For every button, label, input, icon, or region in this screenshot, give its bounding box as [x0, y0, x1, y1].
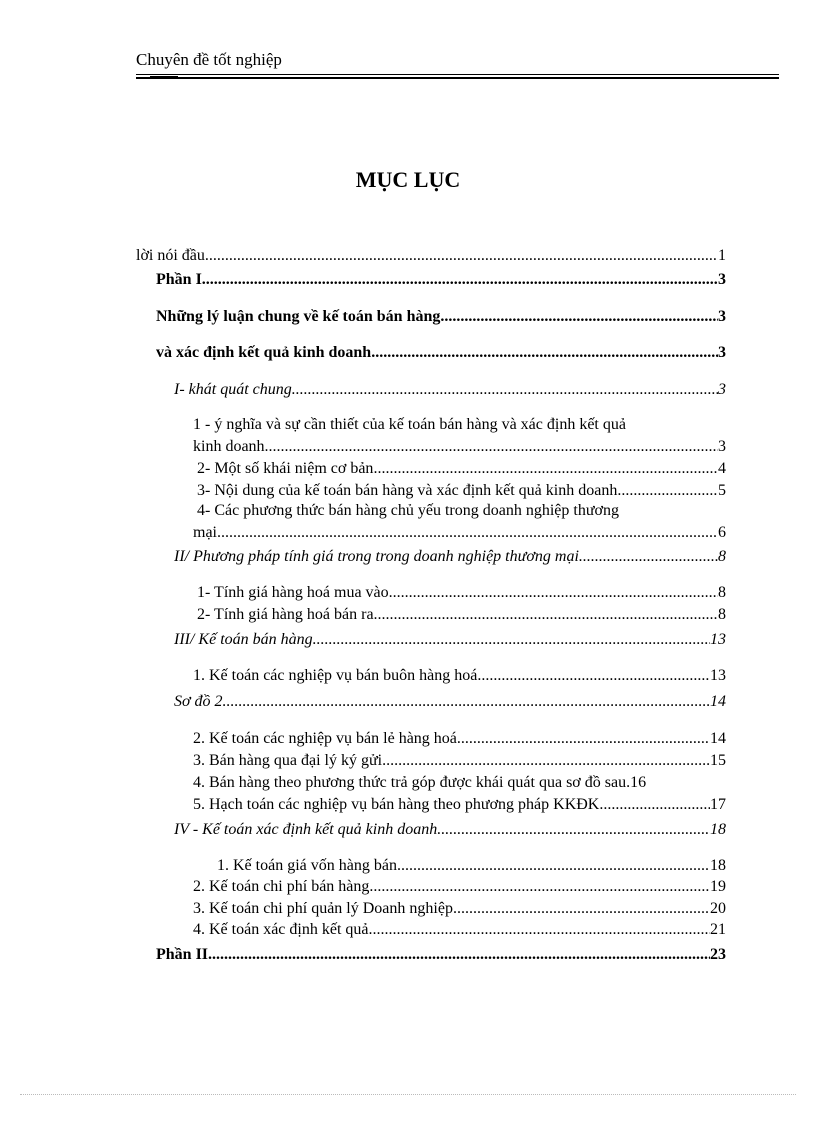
- dot-leader: [617, 481, 718, 501]
- dot-leader: [221, 523, 718, 543]
- toc-entry-4-3[interactable]: 3. Kế toán chi phí quản lý Doanh nghiệp. ..... 20: [193, 899, 726, 919]
- toc-entry-1-1-line1[interactable]: 1 - ý nghĩa và sự cần thiết của kế toán bán hàng và xác định kết quả: [193, 416, 626, 433]
- toc-entry-1-4-line1[interactable]: 4- Các phương thức bán hàng chủ yếu trong doanh nghiệp thương: [197, 502, 619, 519]
- dot-leader: [437, 820, 710, 840]
- dot-leader: [397, 856, 710, 876]
- page-title: MỤC LỤC: [355, 167, 461, 192]
- dot-leader: [386, 751, 710, 771]
- dot-leader: [369, 877, 710, 897]
- toc-entry-3-5[interactable]: 5. Hạch toán các nghiệp vụ bán hàng theo phương pháp KKĐK. ..... 17: [193, 795, 726, 815]
- dot-leader: [378, 605, 718, 625]
- toc-entry-section-1[interactable]: I- khát quát chung. ..... 3: [174, 380, 726, 400]
- toc-entry-phan-1[interactable]: Phần I ..... 3: [156, 270, 726, 290]
- toc-entry-ly-luan-chung[interactable]: Những lý luận chung về kế toán bán hàng ..... 3: [156, 307, 726, 327]
- dot-leader: [603, 795, 710, 815]
- toc-entry-1-3[interactable]: 3- Nội dung của kế toán bán hàng và xác định kết quả kinh doanh ..... 5: [197, 481, 726, 501]
- toc-entry-loi-noi-dau[interactable]: lời nói đầu ..... 1: [136, 246, 726, 266]
- toc-entry-2-1[interactable]: 1- Tính giá hàng hoá mua vào ..... 8: [197, 583, 726, 603]
- dot-leader: [477, 666, 710, 686]
- toc-entry-3-3[interactable]: 3. Bán hàng qua đại lý ký gửi. ..... 15: [193, 751, 726, 771]
- toc-entry-section-2[interactable]: II/ Phương pháp tính giá trong trong doanh nghiệp thương mại. ..... 8: [174, 547, 726, 567]
- toc-entry-so-do-2[interactable]: Sơ đồ 2 ..... 14: [174, 692, 726, 712]
- dot-leader: [583, 547, 718, 567]
- dot-leader: [313, 630, 710, 650]
- toc-entry-4-1[interactable]: 1. Kế toán giá vốn hàng bán ..... 18: [217, 856, 726, 876]
- dot-leader: [223, 692, 710, 712]
- toc-entry-3-1[interactable]: 1. Kế toán các nghiệp vụ bán buôn hàng hoá ..... 13: [193, 666, 726, 686]
- dot-leader: [457, 899, 710, 919]
- footer-dotted-border: [20, 1094, 796, 1095]
- toc-entry-4-4[interactable]: 4. Kế toán xác định kết quả ..... 21: [193, 920, 726, 940]
- toc-entry-xac-dinh-ket-qua[interactable]: và xác định kết quả kinh doanh ..... 3: [156, 343, 726, 363]
- toc-entry-1-4-line2[interactable]: mại. ..... 6: [193, 523, 726, 543]
- toc-entry-4-2[interactable]: 2. Kế toán chi phí bán hàng ..... 19: [193, 877, 726, 897]
- header-rule-thin: [136, 74, 779, 75]
- dot-leader: [265, 437, 718, 457]
- toc-entry-1-1-line2[interactable]: kinh doanh ..... 3: [193, 437, 726, 457]
- toc-entry-1-2[interactable]: 2- Một số khái niệm cơ bản ..... 4: [197, 459, 726, 479]
- toc-entry-section-3[interactable]: III/ Kế toán bán hàng ..... 13: [174, 630, 726, 650]
- dot-leader: [296, 380, 718, 400]
- toc-entry-2-2[interactable]: 2- Tính giá hàng hoá bán ra. ..... 8: [197, 605, 726, 625]
- toc-entry-phan-2[interactable]: Phần II ..... 23: [156, 945, 726, 965]
- dot-leader: [371, 343, 718, 363]
- dot-leader: [208, 945, 710, 965]
- dot-leader: [205, 246, 718, 266]
- dot-leader: [373, 459, 718, 479]
- header-rule-thick: [136, 77, 779, 79]
- dot-leader: [369, 920, 711, 940]
- dot-leader: [457, 729, 710, 749]
- toc-entry-section-4[interactable]: IV - Kế toán xác định kết quả kinh doanh ..... 18: [174, 820, 726, 840]
- dot-leader: [389, 583, 718, 603]
- running-header: Chuyên đề tốt nghiệp: [136, 50, 282, 69]
- toc-entry-3-4[interactable]: 4. Bán hàng theo phương thức trả góp được khái quát qua sơ đồ sau.16: [193, 774, 647, 791]
- dot-leader: [202, 270, 718, 290]
- toc-entry-3-2[interactable]: 2. Kế toán các nghiệp vụ bán lẻ hàng hoá ..... 14: [193, 729, 726, 749]
- dot-leader: [440, 307, 718, 327]
